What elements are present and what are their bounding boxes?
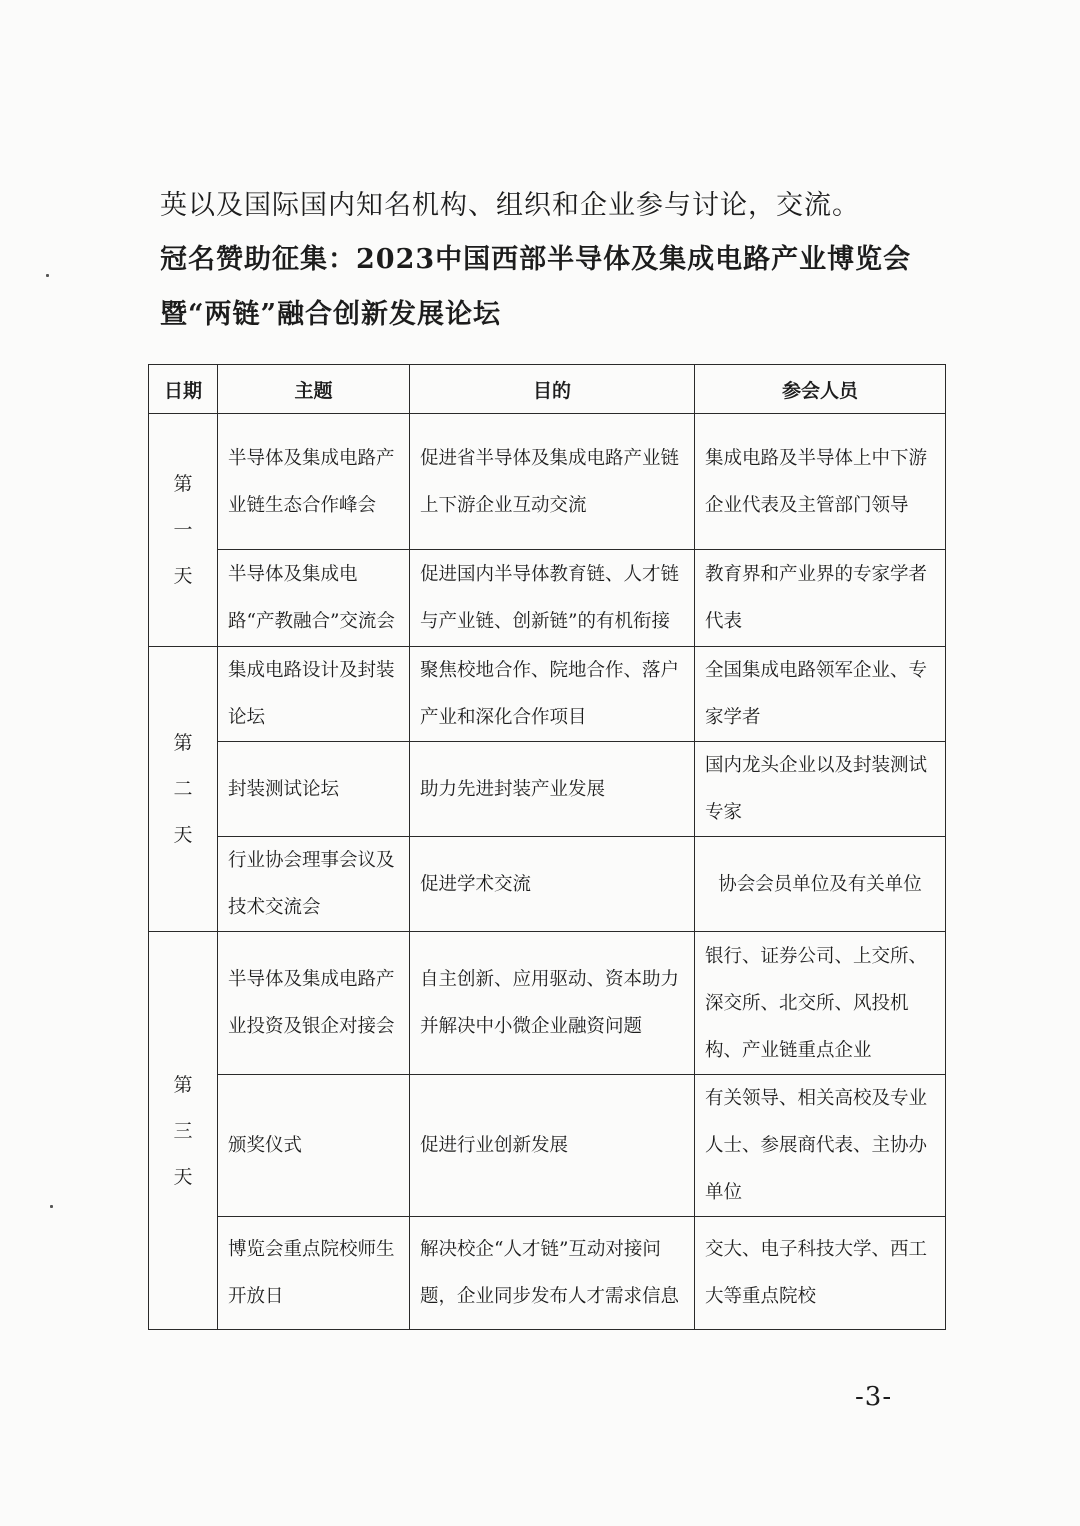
intro-paragraph: 英以及国际国内知名机构、组织和企业参与讨论，交流。 bbox=[160, 190, 860, 221]
table-row bbox=[149, 1217, 946, 1330]
header-topic: 主题 bbox=[218, 365, 410, 414]
day-label-char: 天 bbox=[173, 565, 193, 587]
purpose-cell: 聚焦校地合作、院地合作、落户产业和深化合作项目 bbox=[410, 647, 695, 742]
participants-cell: 交大、电子科技大学、西工大等重点院校 bbox=[695, 1217, 946, 1330]
participants-cell: 全国集成电路领军企业、专家学者 bbox=[695, 647, 946, 742]
topic-cell: 半导体及集成电路产业投资及银企对接会 bbox=[218, 932, 410, 1075]
participants-cell: 教育界和产业界的专家学者代表 bbox=[695, 550, 946, 647]
day-two-cell bbox=[149, 647, 218, 932]
day-label-char: 三 bbox=[173, 1119, 193, 1142]
table-row bbox=[149, 414, 946, 550]
purpose-cell: 自主创新、应用驱动、资本助力并解决中小微企业融资问题 bbox=[410, 932, 695, 1075]
participants-cell: 有关领导、相关高校及专业人士、参展商代表、主协办单位 bbox=[695, 1075, 946, 1217]
table-row bbox=[149, 932, 946, 1075]
day-label-char: 第 bbox=[173, 732, 193, 754]
topic-cell: 半导体及集成电路“产教融合”交流会 bbox=[218, 550, 410, 647]
sponsorship-heading: 冠名赞助征集：2023中国西部半导体及集成电路产业博览会暨“两链”融合创新发展论坛 bbox=[160, 244, 912, 330]
participants-cell: 集成电路及半导体上中下游企业代表及主管部门领导 bbox=[695, 414, 946, 550]
day-label-char: 一 bbox=[173, 519, 193, 541]
purpose-cell: 促进国内半导体教育链、人才链与产业链、创新链”的有机衔接 bbox=[410, 550, 695, 647]
topic-cell: 颁奖仪式 bbox=[218, 1075, 410, 1217]
day-label-char: 第 bbox=[173, 473, 193, 495]
scan-speck bbox=[50, 1205, 53, 1208]
day-one-cell bbox=[149, 414, 218, 647]
table-row bbox=[149, 1075, 946, 1217]
purpose-cell: 促进省半导体及集成电路产业链上下游企业互动交流 bbox=[410, 414, 695, 550]
topic-cell: 封装测试论坛 bbox=[218, 742, 410, 837]
topic-cell: 半导体及集成电路产业链生态合作峰会 bbox=[218, 414, 410, 550]
purpose-cell: 助力先进封装产业发展 bbox=[410, 742, 695, 837]
header-purpose: 目的 bbox=[410, 365, 695, 414]
table-row bbox=[149, 742, 946, 837]
day-label-char: 二 bbox=[173, 778, 193, 800]
day-label-char: 天 bbox=[173, 1165, 193, 1188]
table-row bbox=[149, 647, 946, 742]
page-number: -3- bbox=[855, 1382, 893, 1412]
purpose-cell: 促进学术交流 bbox=[410, 837, 695, 932]
header-participants: 参会人员 bbox=[695, 365, 946, 414]
topic-cell: 集成电路设计及封装论坛 bbox=[218, 647, 410, 742]
day-label-char: 天 bbox=[173, 824, 193, 846]
scan-speck bbox=[46, 274, 49, 277]
table-row bbox=[149, 550, 946, 647]
topic-cell: 行业协会理事会议及技术交流会 bbox=[218, 837, 410, 932]
day-three-cell bbox=[149, 932, 218, 1330]
table-row bbox=[149, 837, 946, 932]
participants-cell: 银行、证券公司、上交所、深交所、北交所、风投机构、产业链重点企业 bbox=[695, 932, 946, 1075]
day-label-char: 第 bbox=[173, 1073, 193, 1096]
participants-cell: 协会会员单位及有关单位 bbox=[695, 837, 946, 932]
purpose-cell: 促进行业创新发展 bbox=[410, 1075, 695, 1217]
topic-cell: 博览会重点院校师生开放日 bbox=[218, 1217, 410, 1330]
header-date: 日期 bbox=[149, 365, 218, 414]
purpose-cell: 解决校企“人才链”互动对接问题，企业同步发布人才需求信息 bbox=[410, 1217, 695, 1330]
participants-cell: 国内龙头企业以及封装测试专家 bbox=[695, 742, 946, 837]
table-header-row bbox=[149, 365, 946, 414]
schedule-table bbox=[148, 364, 946, 1330]
